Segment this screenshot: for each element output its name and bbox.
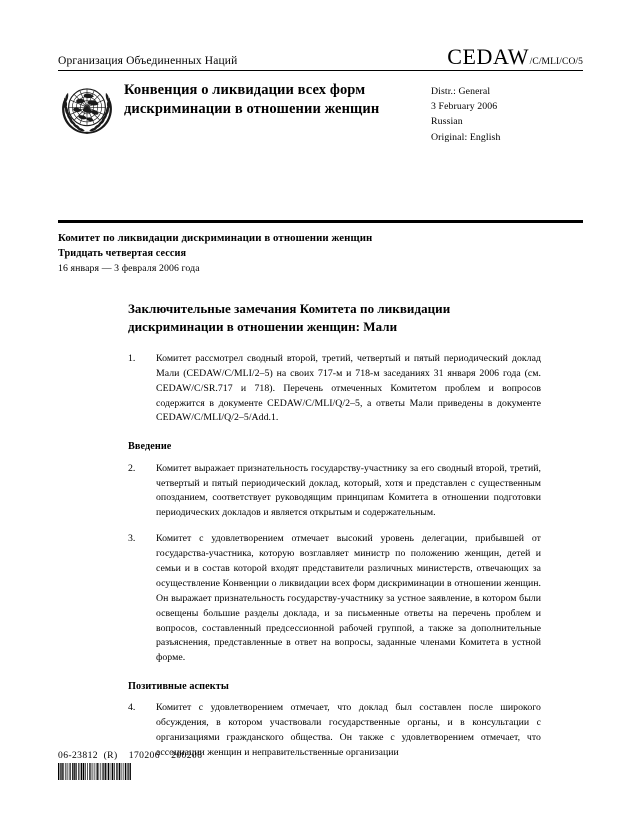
section-heading: Введение	[128, 441, 172, 453]
paragraph	[128, 462, 541, 522]
job-number: 06-23812 (R) 170206 200206	[58, 750, 203, 761]
document-footer	[58, 750, 583, 780]
masthead-top-row	[58, 46, 583, 70]
masthead-body-row	[58, 80, 583, 145]
document-language: Russian	[431, 116, 463, 128]
session-number: Тридцать четвертая сессия	[58, 247, 187, 259]
page-title: Заключительные замечания Комитета по ликвидации дискриминации в отношении женщин: Мали	[128, 301, 451, 334]
paragraph-text: Комитет с удовлетворением отмечает высокий уровень делегации, прибывшей от государства-участника, которую возглавляет министр по положению женщин, детей и семьи и в состав которой входят представители различных министерств, отвечающих за осуществление Конвенции о ликвидации всех форм дискриминации в отношении женщин. Он выражает признательность государству-участнику за устное заявление, в котором были освещены большие разделы доклада, и за письменные ответы на перечень проблем и вопросов, составленный предсессионной рабочей группой, а также за дополнительные разъяснения, представленные в ответ на вопросы, заданные членами Комитета в устной форме.	[156, 533, 541, 664]
paragraph-number: 2.	[128, 462, 136, 474]
paragraph-number: 4.	[128, 702, 136, 714]
document-symbol-main: CEDAW	[447, 44, 530, 69]
section-heading: Позитивные аспекты	[128, 681, 229, 693]
body-paragraphs	[128, 352, 541, 761]
distribution-block	[431, 80, 583, 145]
barcode	[58, 763, 165, 780]
distribution-type: Distr.: General	[431, 86, 491, 97]
section-divider	[58, 220, 583, 223]
session-dates: 16 января — 3 февраля 2006 года	[58, 263, 200, 275]
organization-name: Организация Объединенных Наций	[58, 55, 238, 68]
paragraph-number: 1.	[128, 352, 136, 364]
document-body	[128, 300, 541, 761]
masthead-divider	[58, 70, 583, 71]
original-language: Original: English	[431, 131, 501, 143]
masthead	[58, 46, 583, 145]
paragraph-text: Комитет рассмотрел сводный второй, третий, четвертый и пятый периодический доклад Мали (CEDAW/C/MLI/2–5) на своих 717-м и 718-м заседаниях 31 января 2006 года (см. CEDAW/C/SR.717 и 718). Перечень отмеченных Комитетом проблем и вопросов содержится в документе CEDAW/C/MLI/Q/2–5, а ответы Мали приведены в документе CEDAW/C/MLI/Q/2–5/Add.1.	[156, 352, 541, 424]
paragraph-number: 3.	[128, 533, 136, 545]
un-emblem	[58, 82, 116, 136]
paragraph	[128, 532, 541, 666]
document-symbol-suffix: /C/MLI/CO/5	[529, 57, 583, 67]
paragraph-text: Комитет выражает признательность государству-участнику за его сводный второй, третий, четвертый и пятый периодический доклад, который, хотя и представлен с существенным опозданием, соответствует руководящим принципам Комитета в отношении подготовки периодических докладов и является открытым и содержательным.	[156, 462, 541, 519]
committee-name: Комитет по ликвидации дискриминации в отношении женщин	[58, 232, 373, 244]
committee-block	[58, 231, 478, 276]
paragraph	[128, 352, 541, 426]
convention-title: Конвенция о ликвидации всех форм дискриминации в отношении женщин	[124, 82, 380, 118]
document-symbol	[447, 46, 583, 68]
document-date: 3 February 2006	[431, 101, 498, 113]
paragraph-text: Комитет с удовлетворением отмечает, что доклад был составлен после широкого обсуждения, в котором участвовали государственные органы, и в консультации с организациями гражданского общества. Он также с удовлетворением отмечает, что ассоциации женщин и неправительственные организации	[156, 702, 541, 759]
